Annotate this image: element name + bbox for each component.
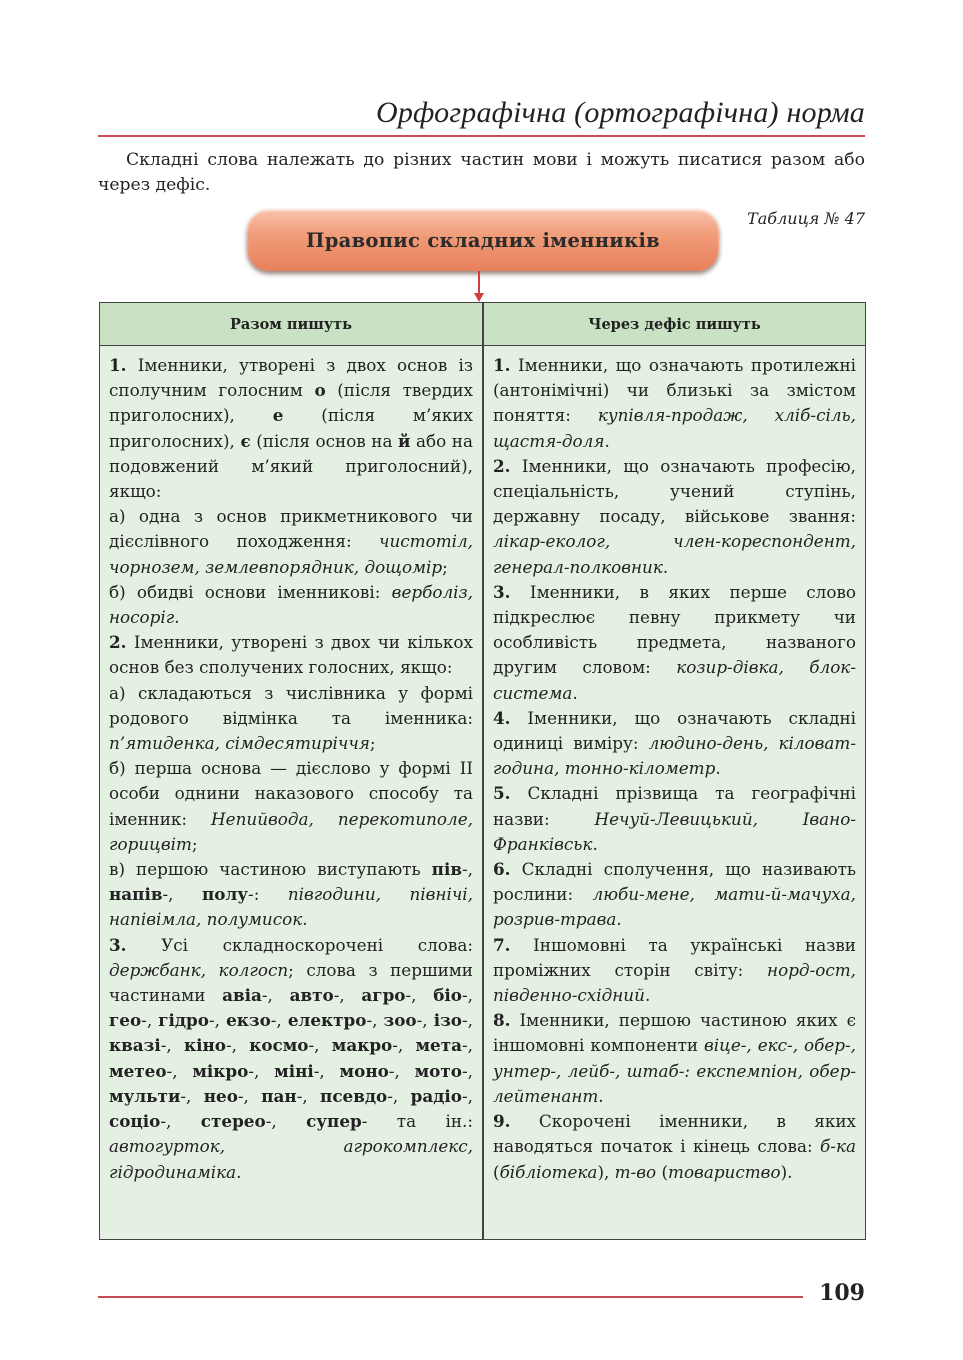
rule-together-1: 1. Іменники, утворені з двох основ із сполучним голосним о (після твердих приголосних), е (після м’яких приголосних), є (після основ на й або на подовжений м’який приголосний), якщо: (109, 355, 474, 502)
table-title-banner (247, 209, 719, 271)
rule-hyphen-4: 4. Іменники, що означають складні одиниці виміру: людино-день, кіловат-година, тонно-кілометр. (493, 707, 857, 779)
column-header-together: Разом пишуть (230, 315, 352, 333)
rule-hyphen-5: 5. Складні прізвища та географічні назви: Нечуй-Левицький, Івано-Франківськ. (493, 783, 857, 854)
intro-paragraph: Складні слова належать до різних частин мови і можуть писатися разом або через дефіс. (98, 150, 865, 195)
rule-together-2: 2. Іменники, утворені з двох чи кількох основ без сполучених голосних, якщо: (109, 632, 473, 678)
column-divider (482, 303, 484, 1239)
rule-hyphen-3: 3. Іменники, в яких перше слово підкреслює певну прикмету чи особливість предмета, названого другим словом: козир-дівка, блок-система. (493, 581, 856, 703)
running-head-title: Орфографічна (ортографічна) норма (375, 96, 865, 129)
column-together-body (109, 353, 473, 1185)
footer-rule (98, 1296, 803, 1298)
rule-together-1b: б) обидві основи іменникові: верболіз, носоріг. (109, 581, 473, 628)
table-caption: Таблиця № 47 (747, 209, 865, 228)
table-title: Правопис складних іменників (305, 228, 661, 252)
rule-together-1a: а) одна з основ прикметникового чи дієслівного походження: чистотіл, чорнозем, землевпорядник, дощомір; (109, 506, 473, 577)
arrow-down-icon (474, 293, 484, 302)
rule-together-2c: в) першою частиною виступають пів-, напів-, полу-: півгодини, північі, напівімла, полумисок. (109, 859, 473, 930)
rule-hyphen-9: 9. Скорочені іменники, в яких наводяться початок і кінець слова: б-ка (бібліотека), т-во (товариство). (493, 1111, 856, 1182)
page-number: 109 (819, 1280, 865, 1306)
rule-together-2a: а) складаються з числівника у формі родового відмінка та іменника: п’ятиденка, сімдесятиріччя; (109, 682, 473, 754)
rule-together-2b: б) перша основа — дієслово у формі ІІ особи однини наказового способу та іменник: Непийвода, перекотиполе, горицвіт; (109, 758, 473, 854)
rules-table (99, 302, 866, 1240)
rule-hyphen-2: 2. Іменники, що означають професію, спеціальність, учений ступінь, державну посаду, військове звання: лікар-еколог, член-кореспондент, генерал-полковник. (493, 455, 856, 577)
rule-hyphen-8: 8. Іменники, першою частиною яких є іншомовні компоненти віце-, екс-, обер-, унтер-, лейб-, штаб-: експемпіон, обер-лейтенант. (493, 1010, 856, 1106)
column-hyphen-body (493, 353, 856, 1185)
rule-hyphen-1: 1. Іменники, що означають протилежні (антонімічні) чи близькі за змістом поняття: купівля-продаж, хліб-сіль, щастя-доля. (493, 355, 856, 451)
rule-hyphen-6: 6. Складні сполучення, що називають рослини: люби-мене, мати-й-мачуха, розрив-трава. (493, 859, 856, 930)
rule-hyphen-7: 7. Іншомовні та українські назви проміжних сторін світу: норд-ост, південно-східний. (493, 934, 856, 1006)
header-rule (98, 135, 865, 137)
connector-line (478, 271, 480, 295)
column-header-hyphen: Через дефіс пишуть (588, 315, 761, 333)
rule-together-3: 3. Усі складноскорочені слова: держбанк, колгосп; слова з першими частинами авіа-, авто-, агро-, біо-, гео-, гідро-, екзо-, електро-, зоо-, ізо-, квазі-, кіно-, космо-, макро-, мета-, метео-, мікро-, міні-, моно-, мото-, мульти-, нео-, пан-, псевдо-, радіо-, соціо-, стерео-, супер- та ін.: автогурток, агрокомплекс, гідродинаміка. (109, 934, 474, 1182)
